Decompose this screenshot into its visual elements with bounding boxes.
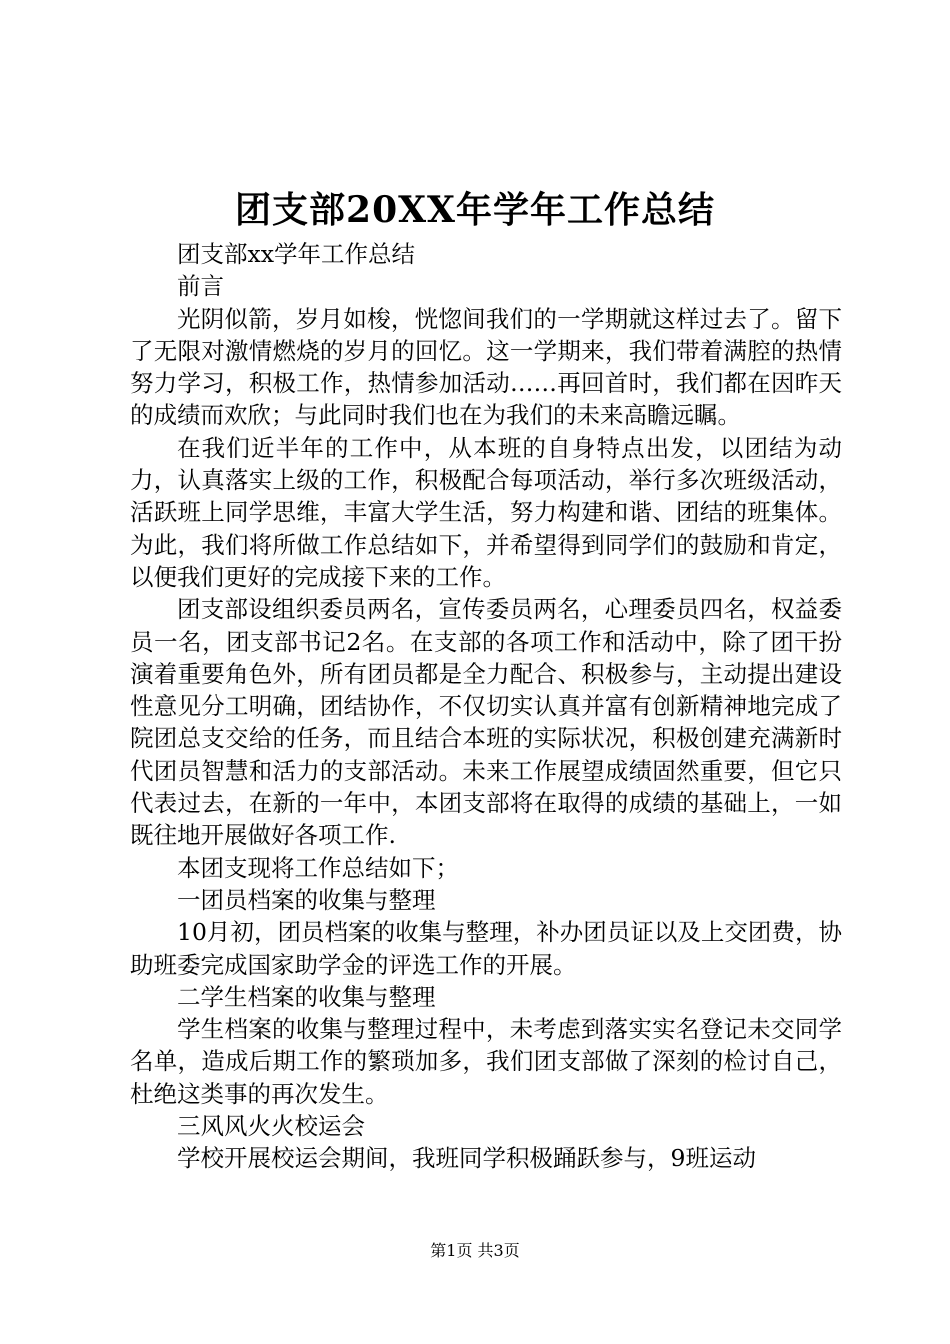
document-body xyxy=(130,238,842,1175)
paragraph-preface-heading: 前言 xyxy=(177,272,224,301)
paragraph-preface: 光阴似箭，岁月如梭，恍惚间我们的一学期就这样过去了。留下了无限对激情燃烧的岁月的回忆。这一学期来，我们带着满腔的热情努力学习，积极工作，热情参加活动……再回首时，我们都在因昨天的成绩而欢欣；与此同时我们也在为我们的未来高瞻远瞩。 xyxy=(130,304,842,430)
paragraph-summary-intro: 本团支现将工作总结如下； xyxy=(177,853,459,882)
paragraph-branch-structure: 团支部设组织委员两名，宣传委员两名，心理委员四名，权益委员一名，团支部书记2名。在支部的各项工作和活动中，除了团干扮演着重要角色外，所有团员都是全力配合、积极参与，主动提出建设性意见分工明确，团结协作，不仅切实认真并富有创新精神地完成了院团总支交给的任务，而且结合本班的实际状况，积极创建充满新时代团员智慧和活力的支部活动。未来工作展望成绩固然重要，但它只代表过去，在新的一年中，本团支部将在取得的成绩的基础上，一如既往地开展做好各项工作. xyxy=(130,595,842,850)
document-title: 团支部20XX年学年工作总结 xyxy=(235,189,715,231)
section-heading-2: 二学生档案的收集与整理 xyxy=(177,982,436,1011)
paragraph-section-2: 学生档案的收集与整理过程中，未考虑到落实实名登记未交同学名单，造成后期工作的繁琐加多，我们团支部做了深刻的检讨自己，杜绝这类事的再次发生。 xyxy=(130,1015,842,1108)
paragraph-subtitle: 团支部xx学年工作总结 xyxy=(177,240,416,268)
paragraph-work-overview: 在我们近半年的工作中，从本班的自身特点出发，以团结为动力，认真落实上级的工作，积极配合每项活动，举行多次班级活动，活跃班上同学思维，丰富大学生活，努力构建和谐、团结的班集体。为此，我们将所做工作总结如下，并希望得到同学们的鼓励和肯定，以便我们更好的完成接下来的工作。 xyxy=(130,433,842,591)
page-footer: 第1页 共3页 xyxy=(430,1241,520,1260)
section-heading-1: 一团员档案的收集与整理 xyxy=(177,885,436,914)
section-heading-3: 三风风火火校运会 xyxy=(177,1112,365,1141)
paragraph-section-3: 学校开展校运会期间，我班同学积极踊跃参与，9班运动 xyxy=(177,1144,756,1173)
paragraph-section-1: 10月初，团员档案的收集与整理，补办团员证以及上交团费，协助班委完成国家助学金的评选工作的开展。 xyxy=(130,918,842,979)
